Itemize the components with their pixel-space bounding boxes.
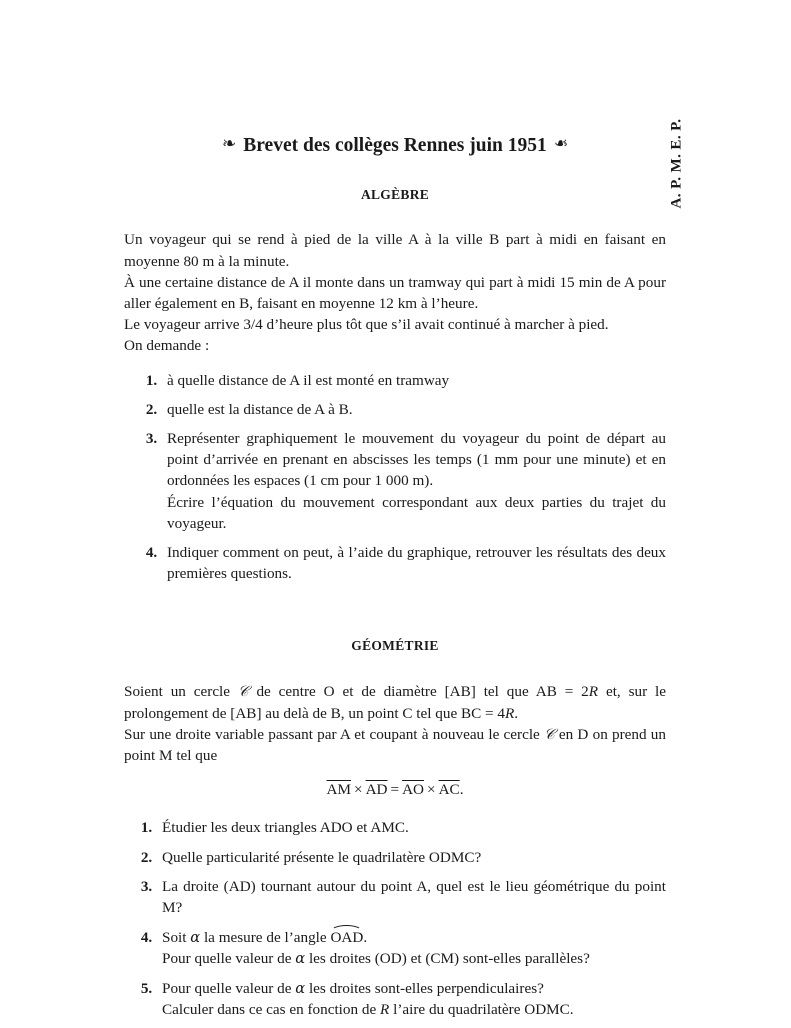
page-title (124, 134, 666, 157)
geometry-question-4-text-c: . (363, 929, 368, 947)
equation-operator-2: × (427, 781, 436, 799)
geometry-intro-1c: et, sur le prolongement de [AB] au delà de B, un point C tel que BC = 4 (124, 683, 667, 722)
circle-symbol-icon: 𝒞 (237, 683, 249, 701)
geometry-intro-2b: en D on prend un point M tel que (124, 725, 666, 765)
radius-symbol-2: R (505, 704, 515, 722)
angle-notation-oad (330, 926, 363, 948)
equation-period: . (459, 781, 464, 799)
geometry-intro-1a: Soient un cercle (124, 683, 238, 701)
algebra-intro-line-2: À une certaine distance de A il monte dans un tramway qui part à midi 15 min de A pour aller également en B, faisant en moyenne 12 km à l’heure. (124, 273, 666, 312)
algebra-intro-line-4: On demande : (124, 337, 210, 355)
geometry-question-5-text-b: les droites sont-elles perpendiculaires? (305, 979, 544, 997)
geometry-intro-1d: . (514, 704, 519, 722)
geometry-intro-2a: Sur une droite variable passant par A et coupant à nouveau le cercle (124, 725, 545, 743)
equation-operator-1: × (353, 781, 363, 799)
equation-term-ad: $\overline{AD}$ (365, 781, 388, 799)
radius-symbol-1: R (588, 683, 599, 701)
geometry-question-2-text: Quelle particularité présente le quadrilatère ODMC? (162, 848, 482, 866)
geometry-question-5-extra (162, 999, 666, 1020)
section-heading-geometry: GÉOMÉTRIE (351, 638, 439, 654)
radius-symbol-3: R (380, 1000, 390, 1018)
geometry-question-1-text: Étudier les deux triangles ADO et AMC. (162, 819, 409, 837)
algebra-intro-line-3: Le voyageur arrive 3/4 d’heure plus tôt que s’il avait continué à marcher à pied. (124, 316, 609, 334)
alpha-symbol-2: α (295, 950, 306, 968)
algebra-intro-line-1: Un voyageur qui se rend à pied de la ville A à la ville B part à midi en faisant en moyenne 80 m à la minute. (124, 231, 666, 270)
geometry-question-4-text-a: Soit (162, 929, 191, 947)
geometry-intro-line-1 (124, 681, 666, 723)
angle-label-oad: OAD (330, 929, 364, 947)
page-title-text: Brevet des collèges Rennes juin 1951 (243, 135, 547, 156)
list-item (156, 817, 666, 838)
algebra-question-1-text: à quelle distance de A il est monté en tramway (167, 371, 450, 389)
list-item (161, 542, 666, 584)
equation-equals: = (390, 781, 400, 799)
algebra-question-2-text: quelle est la distance de A à B. (167, 400, 353, 418)
ornament-right-icon: ❧ (553, 134, 568, 154)
algebra-question-3-text: Représenter graphiquement le mouvement du voyageur du point de départ au point d’arrivée en prenant en abscisses les temps (1 mm pour une minute) et en ordonnées les espaces (1 cm pour 1 000 m). (167, 430, 666, 490)
geometry-question-5-extra-b: l’aire du quadrilatère ODMC. (389, 1000, 574, 1018)
alpha-symbol-3: α (295, 979, 306, 997)
list-item (161, 399, 666, 420)
list-item (161, 428, 666, 534)
algebra-question-4-text: Indiquer comment on peut, à l’aide du graphique, retrouver les résultats des deux premières questions. (167, 544, 666, 583)
alpha-symbol-1: α (190, 929, 201, 947)
equation-term-ao: $\overline{AO}$ (402, 781, 425, 799)
section-heading-algebra: ALGÈBRE (360, 187, 430, 203)
list-item (156, 847, 666, 868)
list-item (156, 978, 666, 1020)
algebra-question-list (124, 370, 666, 585)
geometry-question-5-text-a: Pour quelle valeur de (162, 979, 296, 997)
document-content (124, 134, 666, 1028)
circle-symbol-icon-2: 𝒞 (544, 725, 555, 743)
geometry-equation (124, 779, 666, 800)
geometry-question-4-extra-a: Pour quelle valeur de (162, 950, 296, 968)
list-item (161, 370, 666, 391)
geometry-question-3-text: La droite (AD) tournant autour du point A, quel est le lieu géométrique du point M? (162, 877, 666, 917)
apmep-sidebar-label: A. P. M. E. P. (668, 118, 685, 209)
geometry-question-list (124, 817, 666, 1020)
geometry-intro-1b: de centre O et de diamètre [AB] tel que AB = 2 (248, 683, 589, 701)
list-item (156, 926, 666, 969)
geometry-question-4-text-b: la mesure de l’angle (200, 929, 331, 947)
equation-term-am: $\overline{AM}$ (326, 781, 351, 799)
angle-arc-icon (331, 925, 362, 931)
geometry-question-4-extra-b: les droites (OD) et (CM) sont-elles parallèles? (305, 950, 590, 968)
equation-term-ac: $\overline{AC}$ (438, 781, 460, 799)
ornament-left-icon: ❧ (222, 134, 237, 154)
list-item (156, 876, 666, 918)
geometry-question-4-extra (162, 948, 666, 969)
geometry-question-5-extra-a: Calculer dans ce cas en fonction de (162, 1000, 381, 1018)
algebra-question-3-extra: Écrire l’équation du mouvement correspondant aux deux parties du trajet du voyageur. (167, 493, 666, 532)
geometry-intro-line-2 (124, 724, 666, 766)
